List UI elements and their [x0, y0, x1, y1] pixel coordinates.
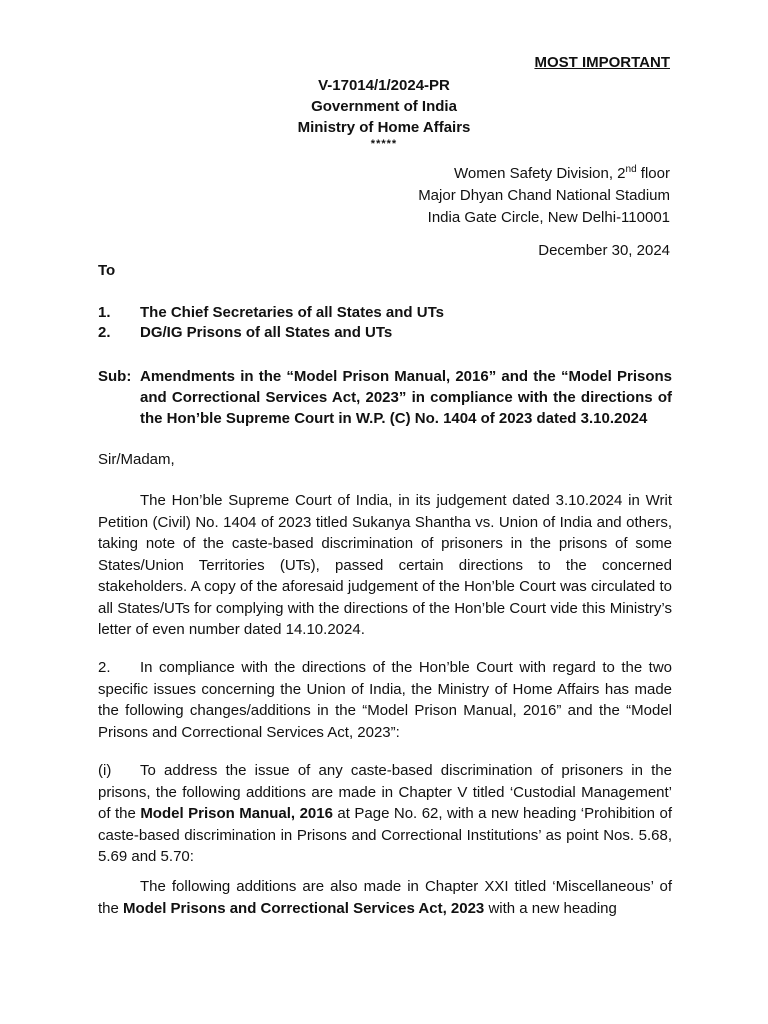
- government-name: Government of India: [311, 98, 457, 115]
- paragraph-1: The Hon’ble Supreme Court of India, in its judgement dated 3.10.2024 in Writ Petition (Civil) No. 1404 of 2023 titled Sukanya Shantha vs. Union of India and others, taking note of the caste-based discrimination of prisoners in the prisons of some States/Union Territories (UTs), passed certain directions to the concerned stakeholders. A copy of the aforesaid judgement of the Hon’ble Court was circulated to all States/UTs for complying with the directions of the Hon’ble Court vide this Ministry’s letter of even number dated 14.10.2024.: [98, 492, 672, 638]
- recipient-item: 2. DG/IG Prisons of all States and UTs: [98, 324, 393, 341]
- subject-label: Sub:: [98, 368, 132, 385]
- recipient-item: 1. The Chief Secretaries of all States and UTs: [98, 304, 444, 321]
- sender-address: [418, 159, 670, 229]
- letterhead: [0, 75, 768, 150]
- letter-date: December 30, 2024: [538, 242, 670, 259]
- paragraph-3: (i) To address the issue of any caste-based discrimination of prisoners in the prisons, the following additions are made in Chapter V titled ‘Custodial Management’ of the Model Prison Manual, 2016 at Page No. 62, with a new heading ‘Prohibition of caste-based discrimination in Prisons and Correctional Institutions’ as point Nos. 5.68, 5.69 and 5.70:: [98, 762, 672, 865]
- salutation: Sir/Madam,: [98, 451, 175, 468]
- address-line-2: Major Dhyan Chand National Stadium: [418, 187, 670, 204]
- address-line-1: Women Safety Division, 2nd floor: [454, 164, 670, 182]
- subject-block: [98, 366, 672, 429]
- address-line-3: India Gate Circle, New Delhi-110001: [427, 209, 670, 226]
- file-number: V-17014/1/2024-PR: [318, 77, 450, 94]
- priority-label: MOST IMPORTANT: [534, 54, 670, 71]
- to-label: To: [98, 262, 116, 279]
- paragraph-2: 2. In compliance with the directions of the Hon’ble Court with regard to the two specific issues concerning the Union of India, the Ministry of Home Affairs has made the following changes/additions in the “Model Prison Manual, 2016” and the “Model Prisons and Correctional Services Act, 2023”:: [98, 659, 672, 741]
- paragraph-4: The following additions are also made in Chapter XXI titled ‘Miscellaneous’ of the Model Prisons and Correctional Services Act, 2023 with a new heading: [98, 878, 672, 917]
- separator-stars: *****: [370, 138, 398, 150]
- ministry-name: Ministry of Home Affairs: [297, 119, 471, 136]
- subject-text: Amendments in the “Model Prison Manual, 2016” and the “Model Prisons and Correctional Services Act, 2023” in compliance with the directions of the Hon’ble Supreme Court in W.P. (C) No. 1404 of 2023 dated 3.10.2024: [140, 368, 672, 427]
